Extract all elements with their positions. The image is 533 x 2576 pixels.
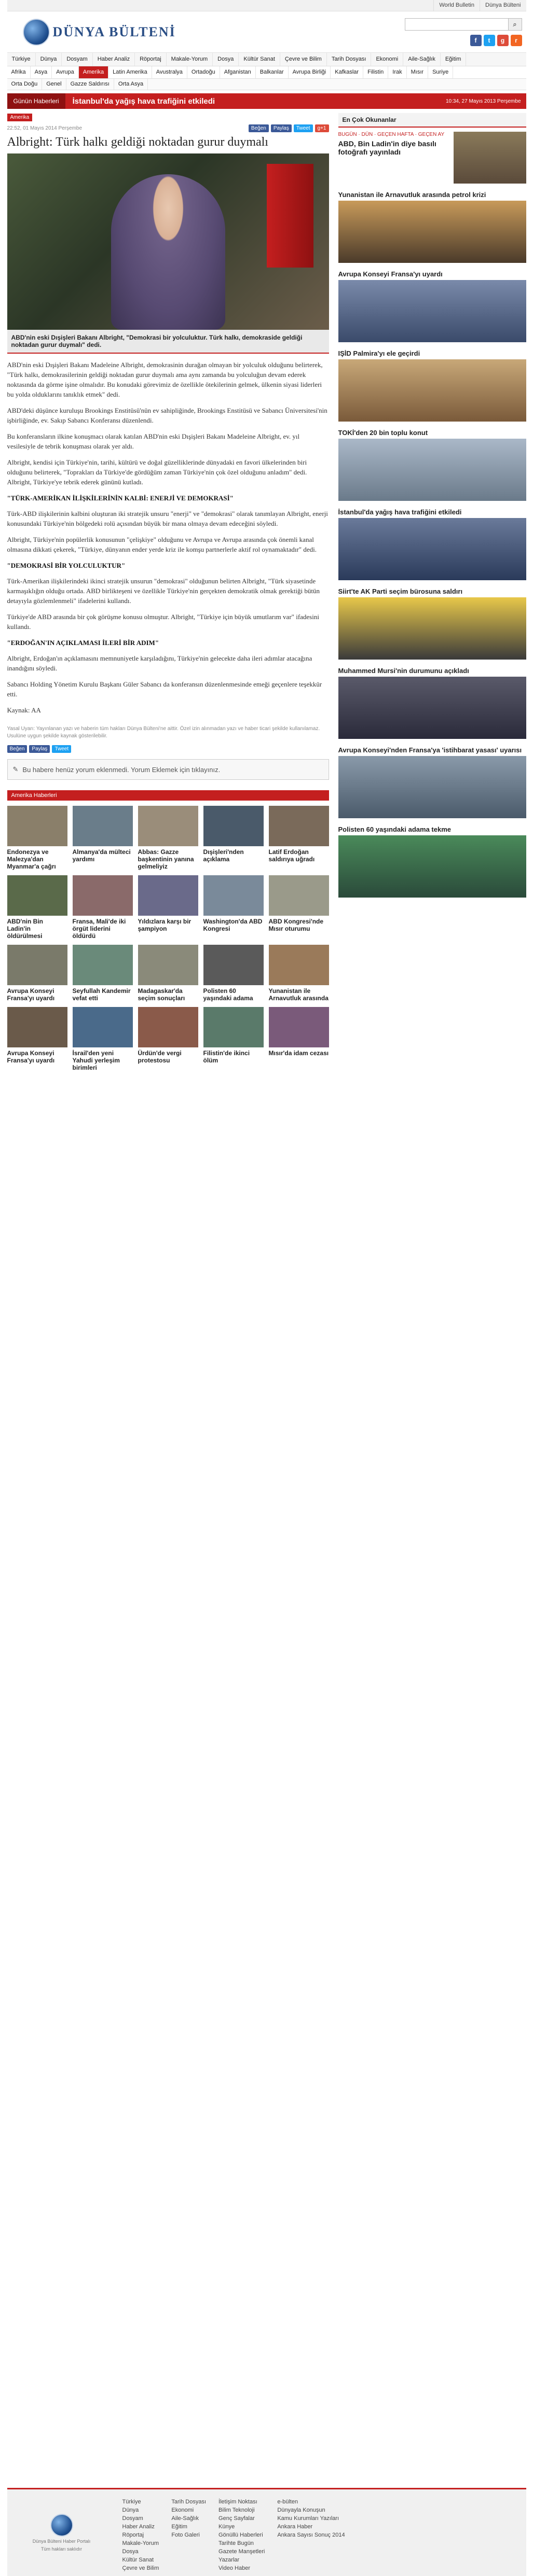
nav-item[interactable]: Dosyam [62, 53, 92, 66]
card-title: Latif Erdoğan saldırıya uğradı [268, 848, 315, 863]
region-item[interactable]: Kafkaslar [331, 66, 363, 78]
tweet-button[interactable]: Tweet [294, 124, 313, 132]
nav-item[interactable]: Tarih Dosyası [327, 53, 372, 66]
thumb [73, 875, 133, 916]
thumb [203, 1007, 264, 1047]
sidebar [338, 113, 526, 1071]
item-title: Muhammed Mursi'nin durumunu açıkladı [338, 667, 469, 675]
article-category[interactable]: Amerika [7, 114, 33, 121]
paragraph: Albright, Türkiye'nin popülerlik konusunun "çelişkiye" olduğunu ve Avrupa ve Avrupa arasında çok önemli kanal olmasına dikkati çekerek, "Türkiye, dünyanın ender yerde kriz ile komşu partnerlerle aktif rol oynamaktadır" dedi. [7, 536, 317, 553]
region-item[interactable]: Avrupa [52, 66, 79, 78]
logo-text: DÜNYA BÜLTENİ [52, 24, 176, 39]
paragraph: Türk-ABD ilişkilerinin kalbini oluşturan iki stratejik unsuru "enerji" ve "demokrasi" olarak tanımlayan Albright, enerji konusundaki Türkiye'nin bölgedeki rolü açısından büyük bir mana olmaya devam edeceğini söyledi. [7, 510, 328, 527]
googleplus-icon[interactable]: g [497, 35, 509, 46]
region-item[interactable]: Irak [388, 66, 406, 78]
nav-item[interactable]: Röportaj [135, 53, 167, 66]
region-nav [7, 66, 526, 79]
related-card[interactable] [138, 1007, 198, 1071]
card-title: Washington'da ABD Kongresi [203, 918, 263, 932]
related-card[interactable] [203, 1007, 264, 1071]
top-link-dunyabulteni[interactable]: Dünya Bülteni [480, 0, 526, 11]
thumb [7, 1007, 67, 1047]
top-link-worldbulletin[interactable]: World Bulletin [433, 0, 480, 11]
card-title: Avrupa Konseyi Fransa'yı uyardı [7, 1049, 55, 1064]
related-card[interactable] [73, 1007, 133, 1071]
footer-link[interactable]: İletişim Noktası [218, 2499, 257, 2505]
social-links [470, 35, 522, 46]
breaking-headline[interactable]: İstanbul'da yağış hava trafiğini etkiledi [72, 96, 215, 106]
footer-link[interactable]: Tarih Dosyası [171, 2499, 207, 2505]
item-title: Yunanistan ile Arnavutluk arasında petrol krizi [338, 191, 486, 199]
footer-link[interactable]: Eğitim [171, 2524, 187, 2530]
thumb [7, 875, 67, 916]
region-item[interactable]: Avustralya [152, 66, 187, 78]
share-button[interactable]: Paylaş [29, 745, 50, 753]
portrait-shape [111, 174, 225, 330]
card-title: İsrail'den yeni Yahudi yerleşim birimleri [72, 1049, 120, 1071]
search-button[interactable] [509, 18, 522, 31]
sidebar-top-story[interactable] [338, 132, 526, 184]
footer-link[interactable]: Ankara Haber [277, 2524, 313, 2530]
related-card[interactable] [7, 806, 67, 870]
footer-link[interactable]: Haber Analiz [122, 2524, 155, 2530]
main-nav [7, 53, 526, 66]
item-title: Polisten 60 yaşındaki adama tekme [338, 825, 451, 833]
card-title: Polisten 60 yaşındaki adama [203, 987, 253, 1002]
card-title: Endonezya ve Malezya'dan Myanmar'a çağrı [7, 848, 56, 870]
footer-link[interactable]: Kültür Sanat [122, 2557, 154, 2563]
footer-link[interactable]: Türkiye [122, 2499, 141, 2505]
footer-link[interactable]: Dünyayla Konuşun [277, 2507, 325, 2513]
article-meta [7, 124, 329, 132]
nav-item[interactable]: Haber Analiz [93, 53, 135, 66]
related-card[interactable] [73, 875, 133, 940]
footer-link[interactable]: e-bülten [277, 2499, 298, 2505]
sub-nav [7, 79, 526, 90]
footer-col-2 [212, 2489, 271, 2576]
article-date: 22:52, 01 Mayıs 2014 Perşembe [7, 125, 83, 131]
footer-col-1b [165, 2489, 212, 2576]
tweet-button[interactable]: Tweet [52, 745, 71, 753]
paragraph: Türk-Amerikan ilişkilerindeki ikinci stratejik unsurun "demokrasi" olduğunun belirten Albright, "Türk siyasetinde karmaşıklığın olduğu ortada. ABD birlikteşeni ve özellikle Türkiye'nin gerçekten demokratik olmak gerektiği bütün detayıyla gözlemlenmeli" ifadelerini kullandı. [7, 577, 320, 605]
sidebar-item[interactable] [338, 825, 526, 898]
paragraph: Bu konferansların ilkine konuşmacı olarak katılan ABD'nin eski Dışişleri Bakanı Madeleine Albright, ev. yıl vesilesiyle de tebrik konuşması olarak yer aldı. [7, 432, 300, 450]
card-title: Almanya'da mülteci yardımı [72, 848, 131, 863]
sidebar-item[interactable] [338, 508, 526, 580]
item-image [338, 835, 526, 898]
related-card[interactable] [7, 945, 67, 1002]
section-heading: "DEMOKRASİ BİR YOLCULUKTUR" [7, 562, 126, 569]
region-item[interactable]: Afrika [7, 66, 31, 78]
article-column [7, 113, 329, 1071]
footer [7, 2488, 526, 2576]
site-logo[interactable] [23, 19, 176, 46]
sidebar-item[interactable] [338, 429, 526, 501]
card-title: Yunanistan ile Arnavutluk arasında [268, 987, 329, 1002]
item-title: Avrupa Konseyi'nden Fransa'ya 'istihbarat yasası' uyarısı [338, 746, 522, 754]
item-image [338, 359, 526, 422]
thumb [138, 875, 198, 916]
top-story-text [338, 132, 449, 184]
region-item[interactable]: Latin Amerika [108, 66, 152, 78]
sidebar-item[interactable] [338, 587, 526, 660]
sidebar-item[interactable] [338, 270, 526, 342]
thumb [7, 806, 67, 846]
comment-text: Bu habere henüz yorum eklenmedi. Yorum Eklemek için tıklayınız. [22, 765, 221, 774]
top-links [7, 0, 526, 11]
share-buttons [249, 124, 329, 132]
footer-link[interactable]: Genç Sayfalar [218, 2515, 255, 2522]
card-title: Fransa, Mali'de iki örgüt liderini öldürdü [72, 918, 126, 940]
globe-icon [23, 19, 50, 46]
nav-item[interactable]: Türkiye [7, 53, 36, 66]
article-photo [7, 153, 329, 330]
related-header: Amerika Haberleri [7, 790, 329, 801]
header-right [405, 18, 522, 46]
globe-icon [50, 2514, 73, 2537]
card-title: Filistin'de ikinci ölüm [203, 1049, 250, 1064]
section-heading: "TÜRK-AMERİKAN İLİŞKİLERİNİN KALBİ: ENERJİ VE DEMOKRASİ" [7, 494, 234, 502]
footer-link[interactable]: Çevre ve Bilim [122, 2565, 159, 2571]
twitter-icon[interactable]: t [484, 35, 495, 46]
region-item[interactable]: Ortadoğu [187, 66, 220, 78]
item-image [338, 439, 526, 501]
related-card[interactable] [73, 945, 133, 1002]
share-buttons-bottom [7, 745, 329, 753]
footer-link[interactable]: Künye [218, 2524, 235, 2530]
footer-link[interactable]: Foto Galeri [171, 2532, 200, 2538]
footer-smallprint-2: Tüm hakları saklıdır [40, 2546, 83, 2552]
breaking-tag[interactable]: Günün Haberleri [7, 93, 65, 109]
header [7, 11, 526, 53]
card-title: ABD Kongresi'nde Mısır oturumu [268, 918, 324, 932]
related-card[interactable] [138, 875, 198, 940]
sidebar-header: En Çok Okunanlar [338, 113, 526, 128]
item-image [338, 201, 526, 263]
related-card[interactable] [203, 806, 264, 870]
photo-caption: ABD'nin eski Dışişleri Bakanı Albright, "Demokrasi bir yolculuktur. Türk halkı, demokraside geldiği noktadan gurur duymalı" dedi. [7, 330, 329, 354]
thumb [7, 945, 67, 985]
share-button[interactable]: Paylaş [271, 124, 292, 132]
search-bar [405, 18, 522, 31]
paragraph: Sabancı Holding Yönetim Kurulu Başkanı Güler Sabancı da konferansın düzenlenmesinde emeği geçenlere teşekkür etti. [7, 680, 322, 698]
thumb [138, 945, 198, 985]
thumb [138, 1007, 198, 1047]
footer-col-1 [116, 2489, 166, 2576]
legal-disclaimer: Yasal Uyarı: Yayınlanan yazı ve haberin tüm hakları Dünya Bülteni'ne aittir. Özel izin alınmadan yazı ve haber ticari şekilde kullanılamaz. Usulüne uygun şekilde kaynak gösterilebilir. [7, 726, 320, 739]
paragraph: Albright, Erdoğan'ın açıklamasını memnuniyetle karşıladığını, Türkiye'nin gelecekte daha ileri adımlar atacağına inandığını söyledi. [7, 654, 312, 672]
thumb [73, 806, 133, 846]
footer-logo[interactable] [7, 2489, 116, 2576]
region-item[interactable]: Filistin [363, 66, 388, 78]
card-title: Madagaskar'da seçim sonuçları [138, 987, 185, 1002]
paragraph: ABD'deki düşünce kuruluşu Brookings Enstitüsü'nün ev sahipliğinde, Brookings Enstitüsü ve Sabancı Üniversitesi'nin işbirliğinde, ev. Sakıp Sabancı Konferansı düzenlendi. [7, 407, 327, 424]
card-title: Mısır'da idam cezası [268, 1049, 329, 1057]
thumb [203, 945, 264, 985]
card-title: Dışişleri'nden açıklama [203, 848, 244, 863]
top-story-title: ABD, Bin Ladin'in diye basılı fotoğrafı yayınladı [338, 139, 436, 156]
card-title: Abbas: Gazze başkentinin yanına gelmeliyiz [138, 848, 194, 870]
flag-shape [267, 164, 313, 268]
related-card[interactable] [269, 945, 329, 1002]
nav-item[interactable]: Eğitim [441, 53, 467, 66]
region-item[interactable]: Afganistan [220, 66, 256, 78]
breaking-news-bar [7, 93, 526, 109]
item-image [338, 597, 526, 660]
period-tabs[interactable]: BUGÜN · DÜN · GEÇEN HAFTA · GEÇEN AY [338, 132, 445, 137]
thumb [269, 806, 329, 846]
top-story-image [454, 132, 526, 184]
footer-smallprint: Dünya Bülteni Haber Portalı [32, 2538, 91, 2544]
related-card[interactable] [269, 806, 329, 870]
footer-link[interactable]: Bilim Teknoloji [218, 2507, 255, 2513]
footer-link[interactable]: Makale-Yorum [122, 2540, 159, 2546]
thumb [203, 875, 264, 916]
item-image [338, 518, 526, 580]
article-body [7, 360, 329, 715]
gplus-button[interactable]: g+1 [315, 124, 329, 132]
item-title: İstanbul'da yağış hava trafiğini etkiledi [338, 508, 462, 516]
thumb [203, 806, 264, 846]
related-card[interactable] [7, 875, 67, 940]
subnav-item[interactable]: Gazze Saldırısı [66, 79, 114, 90]
paragraph: Albright, kendisi için Türkiye'nin, tarihi, kültürü ve doğal güzelliklerinde dünyadaki en favori ülkelerinden biri olduğunu belirterek, "Toprakları da Türkiye'de gördüğüm zaman Türkiye'nin çok özel olduğunu anladım" dedi. Albright, Türkiye'ye tebrik ederek gününü kutladı. [7, 458, 307, 486]
sidebar-item[interactable] [338, 667, 526, 739]
thumb [269, 1007, 329, 1047]
item-image [338, 280, 526, 342]
footer-col-3 [271, 2489, 351, 2576]
footer-link[interactable]: Yazarlar [218, 2557, 240, 2563]
page [7, 0, 526, 2576]
card-title: ABD'nin Bin Ladin'in öldürülmesi [7, 918, 44, 940]
related-grid [7, 806, 329, 1071]
region-item[interactable]: Balkanlar [256, 66, 289, 78]
item-title: Avrupa Konseyi Fransa'yı uyardı [338, 270, 443, 278]
paragraph: ABD'nin eski Dışişleri Bakanı Madeleine Albright, demokrasinin durağan olmayan bir yolculuk olduğunu belirterek, "Türk halkı, demokrasilerinin geldiği noktadan gurur duymalı ama aynı zamanda bu yolculuğun devam ederek noktasında da görme işine olmalıdır. Bu konudaki görevimiz de özellikle ötekilerinin gelmek, ülkenin siyasi liderleri bu yolda olduklarını tanıklık etmek" dedi. [7, 361, 323, 398]
article-title: Albright: Türk halkı geldiği noktadan gurur duymalı [7, 135, 268, 149]
search-input[interactable] [405, 18, 509, 31]
paragraph: Türkiye'de ABD arasında bir çok görüşme konusu olmuştur. Albright, "Türkiye için büyük umutlarım var" ifadesini kullandı. [7, 613, 319, 631]
item-title: Siirt'te AK Parti seçim bürosuna saldırı [338, 587, 463, 595]
content-columns [7, 113, 526, 1071]
footer-link[interactable]: Dosya [122, 2549, 139, 2555]
comment-icon: ✎ [12, 765, 19, 773]
related-card[interactable] [269, 875, 329, 940]
subnav-item[interactable]: Genel [42, 79, 66, 90]
footer-link[interactable]: Tarihte Bugün [218, 2540, 254, 2546]
sidebar-item[interactable] [338, 191, 526, 263]
item-title: IŞİD Palmira'yı ele geçirdi [338, 349, 420, 357]
footer-link[interactable]: Dosyam [122, 2515, 143, 2522]
card-title: Seyfullah Kandemir vefat etti [72, 987, 131, 1002]
region-item[interactable]: Avrupa Birliği [289, 66, 331, 78]
footer-link[interactable]: Gazete Manşetleri [218, 2549, 265, 2555]
footer-link[interactable]: Kamu Kurumları Yazıları [277, 2515, 339, 2522]
thumb [73, 1007, 133, 1047]
related-card[interactable] [7, 1007, 67, 1071]
related-card[interactable] [138, 945, 198, 1002]
region-item[interactable]: Mısır [407, 66, 428, 78]
thumb [138, 806, 198, 846]
footer-link[interactable]: Röportaj [122, 2532, 144, 2538]
nav-item[interactable]: Dosya [213, 53, 239, 66]
sidebar-item[interactable] [338, 349, 526, 422]
search-icon: ⌕ [513, 20, 517, 28]
card-title: Avrupa Konseyi Fransa'yı uyardı [7, 987, 55, 1002]
nav-item[interactable]: Makale-Yorum [167, 53, 213, 66]
card-title: Ürdün'de vergi protestosu [138, 1049, 182, 1064]
related-card[interactable] [203, 945, 264, 1002]
thumb [269, 945, 329, 985]
rss-icon[interactable]: r [511, 35, 522, 46]
footer-link[interactable]: Video Haber [218, 2565, 250, 2571]
section-heading: "ERDOĞAN'IN AÇIKLAMASI İLERİ BİR ADIM" [7, 639, 159, 647]
sidebar-item[interactable] [338, 746, 526, 818]
comment-prompt[interactable] [7, 759, 329, 780]
related-card[interactable] [269, 1007, 329, 1071]
related-card[interactable] [73, 806, 133, 870]
footer-link[interactable]: Dünya [122, 2507, 139, 2513]
nav-item[interactable]: Aile-Sağlık [403, 53, 441, 66]
thumb [73, 945, 133, 985]
footer-link[interactable]: Aile-Sağlık [171, 2515, 199, 2522]
like-button[interactable]: Beğen [7, 745, 28, 753]
nav-item[interactable]: Dünya [36, 53, 62, 66]
item-title: TOKİ'den 20 bin toplu konut [338, 429, 428, 437]
related-card[interactable] [138, 806, 198, 870]
card-title: Yıldızlara karşı bir şampiyon [138, 918, 192, 932]
region-item[interactable]: Asya [31, 66, 52, 78]
nav-item[interactable]: Çevre ve Bilim [280, 53, 327, 66]
thumb [269, 875, 329, 916]
nav-item[interactable]: Ekonomi [371, 53, 403, 66]
related-card[interactable] [203, 875, 264, 940]
footer-link[interactable]: Ekonomi [171, 2507, 194, 2513]
subnav-item[interactable]: Orta Doğu [7, 79, 43, 90]
region-item-active[interactable]: Amerika [79, 66, 108, 78]
facebook-icon[interactable]: f [470, 35, 482, 46]
source: Kaynak: AA [7, 706, 41, 714]
item-image [338, 677, 526, 739]
item-image [338, 756, 526, 818]
footer-link[interactable]: Ankara Sayısı Sonuç 2014 [277, 2532, 345, 2538]
nav-item[interactable]: Kültür Sanat [239, 53, 280, 66]
subnav-item[interactable]: Orta Asya [114, 79, 148, 90]
breaking-date: 10:34, 27 Mayıs 2013 Perşembe [445, 98, 521, 104]
footer-link[interactable]: Gönüllü Haberleri [218, 2532, 263, 2538]
like-button[interactable]: Beğen [249, 124, 269, 132]
region-item[interactable]: Suriye [428, 66, 453, 78]
